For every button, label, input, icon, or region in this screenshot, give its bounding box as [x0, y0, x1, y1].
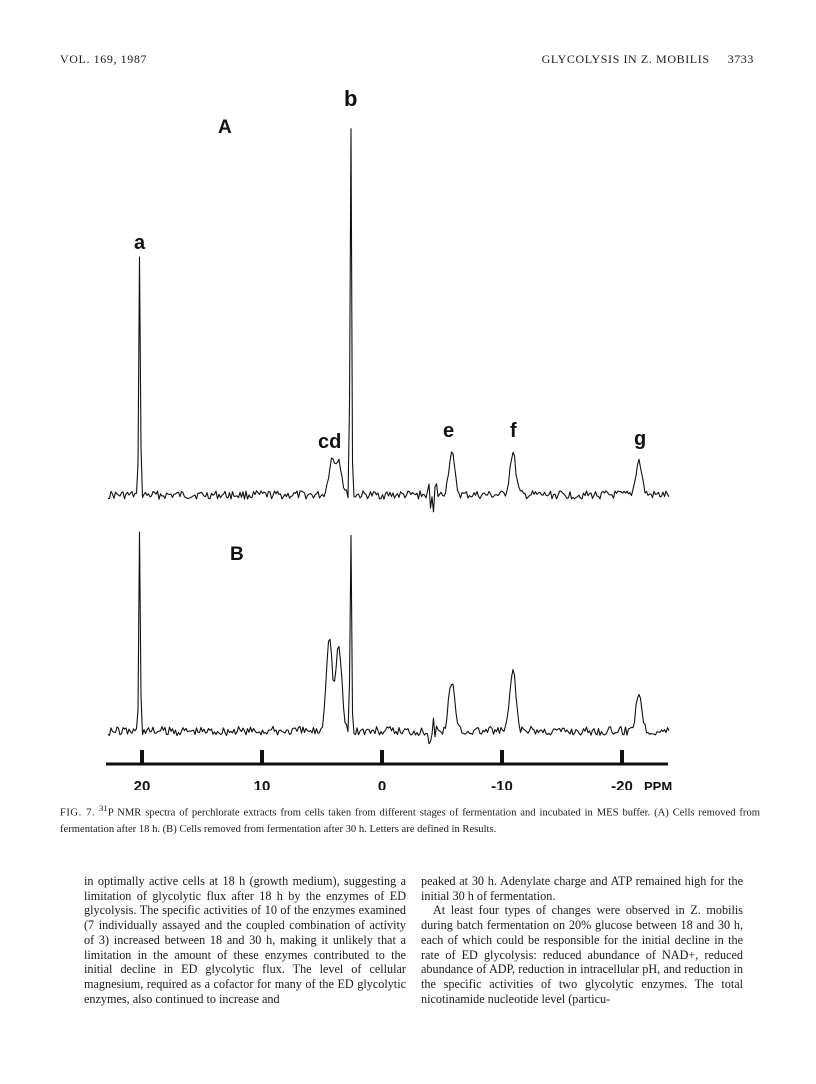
peak-label-cd: cd: [318, 431, 342, 453]
body-column-left: [84, 874, 406, 1006]
figure-caption-label: FIG. 7.: [60, 807, 96, 819]
spectrum-panel-a: [108, 129, 669, 512]
body-column-right: [421, 874, 743, 1006]
axis-tick: [620, 750, 624, 763]
peak-label-a: a: [134, 232, 146, 254]
figure-caption: [60, 800, 760, 838]
peak-label-e: e: [443, 420, 455, 442]
panel-label-a: A: [218, 117, 232, 138]
volume-year: VOL. 169, 1987: [60, 52, 148, 66]
spectrum-trace-b: [108, 532, 669, 744]
figure-caption-text: P NMR spectra of perchlorate extracts from cells taken from different stages of fermentation and incubated in MES buffer. (A) Cells removed from fermentation after 18 h. (B) Cells removed from fermentation after 30 h. Letters are defined in Results.: [60, 807, 761, 835]
ppm-axis: [106, 750, 668, 790]
running-title: GLYCOLYSIS IN Z. MOBILIS: [541, 52, 710, 66]
axis-tick: [500, 750, 504, 763]
axis-unit-label: PPM: [644, 779, 673, 790]
isotope-superscript: 31: [99, 803, 108, 813]
axis-tick-label: 20: [133, 778, 151, 790]
paragraph: peaked at 30 h. Adenylate charge and ATP remained high for the initial 30 h of fermentation.: [421, 874, 743, 903]
axis-tick-label: 10: [253, 778, 271, 790]
axis-tick: [140, 750, 144, 763]
spectrum-panel-b: [108, 532, 669, 744]
paragraph: At least four types of changes were observed in Z. mobilis during batch fermentation on 20% glucose between 18 and 30 h, each of which could be responsible for the initial decline in the rate of ED glycolysis: reduced abundance of NAD+, reduced abundance of ADP, reduction in intracellular pH, and reduction in the specific activities of two glycolytic enzymes. The total nicotinamide nucleotide level (particu-: [421, 903, 743, 1006]
peak-label-g: g: [634, 428, 647, 450]
panel-label-b: B: [230, 544, 244, 565]
axis-tick-label: -10: [491, 778, 513, 790]
axis-tick: [380, 750, 384, 763]
axis-tick-label: 0: [377, 778, 387, 790]
paragraph: in optimally active cells at 18 h (growth medium), suggesting a limitation of glycolytic flux after 18 h by the enzymes of ED glycolysis. The specific activities of 10 of the enzymes examined (7 individually assayed and the coupled combination of activity of 3) increased between 18 and 30 h, making it unlikely that a limitation in the amount of these enzymes contributed to the initial decline in ED glycolytic flux. The level of cellular magnesium, required as a cofactor for many of the ED glycolytic enzymes, also continued to increase and: [84, 874, 406, 1006]
page-number: 3733: [727, 52, 754, 66]
peak-label-b: b: [344, 86, 358, 111]
axis-tick-label: -20: [611, 778, 633, 790]
peak-label-f: f: [510, 420, 517, 442]
spectrum-trace-a: [108, 129, 669, 512]
axis-tick: [260, 750, 264, 763]
